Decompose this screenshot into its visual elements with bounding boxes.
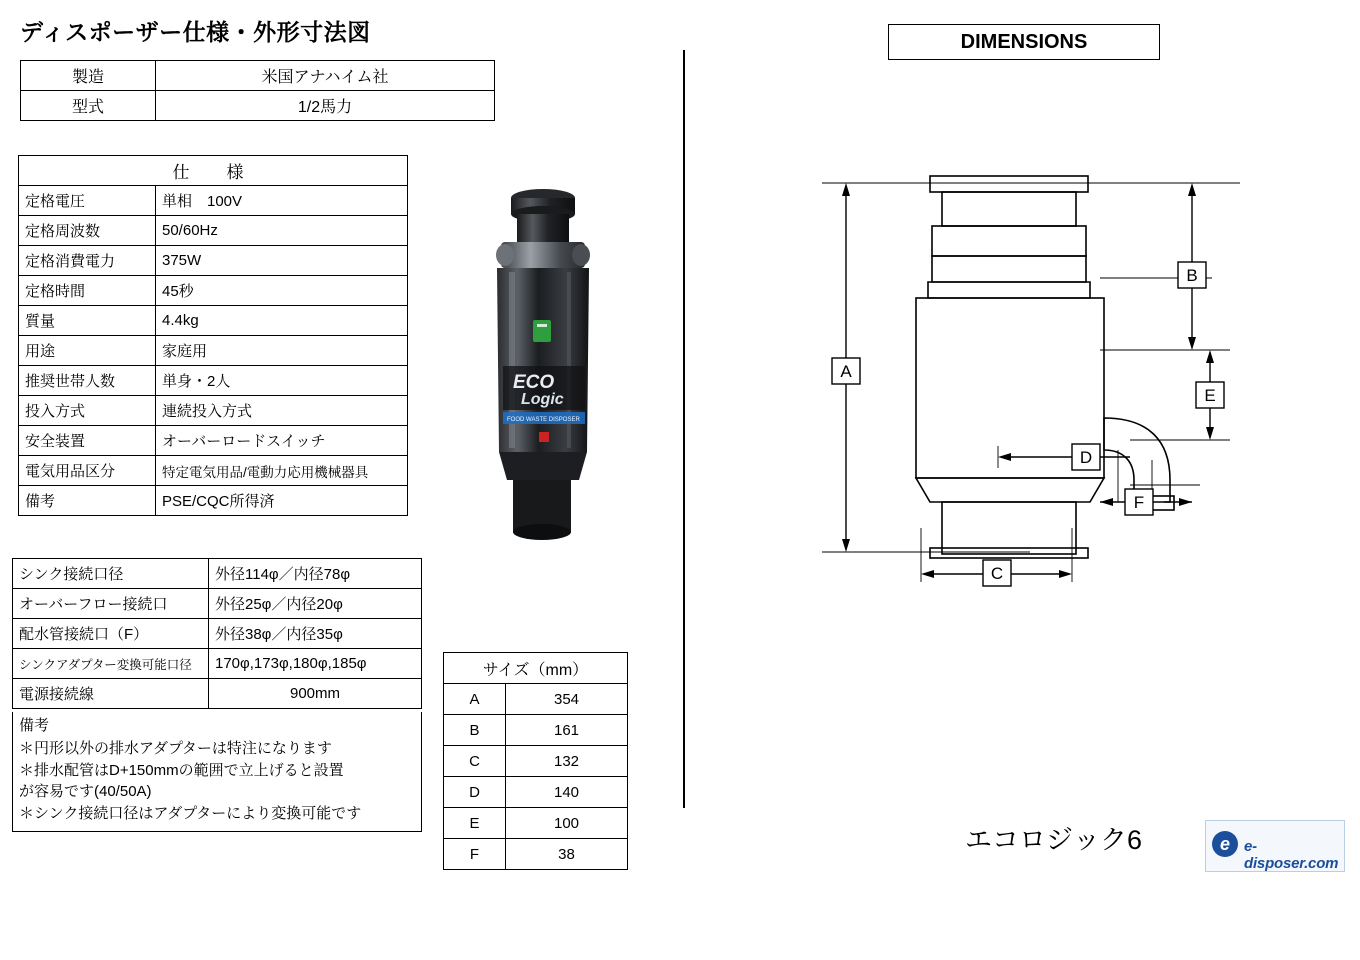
spec-label-7: 投入方式	[19, 396, 156, 426]
table-row	[444, 715, 628, 746]
table-row	[21, 61, 495, 91]
logo-text: e-disposer.com	[1244, 838, 1339, 872]
product-photo	[475, 180, 615, 555]
table-row	[444, 746, 628, 777]
table-row	[19, 276, 408, 306]
spec-value-7: 連続投入方式	[156, 396, 408, 426]
maker-table	[20, 60, 495, 121]
remarks-line-2: が容易です(40/50A)	[19, 783, 152, 801]
spec-table	[18, 155, 408, 516]
port-value-4: 900mm	[209, 679, 422, 709]
table-row	[444, 839, 628, 870]
maker-label-1: 型式	[21, 91, 156, 121]
spec-label-4: 質量	[19, 306, 156, 336]
spec-label-9: 電気用品区分	[19, 456, 156, 486]
spec-label-0: 定格電圧	[19, 186, 156, 216]
table-row	[19, 366, 408, 396]
site-logo[interactable]	[1205, 820, 1345, 872]
dimension-drawing	[800, 150, 1320, 630]
size-table	[443, 652, 628, 870]
port-label-1: オーバーフロー接続口	[13, 589, 209, 619]
spec-label-10: 備考	[19, 486, 156, 516]
table-row	[444, 777, 628, 808]
size-value-2: 132	[506, 746, 628, 777]
table-row	[13, 589, 422, 619]
spec-label-2: 定格消費電力	[19, 246, 156, 276]
spec-value-5: 家庭用	[156, 336, 408, 366]
dim-label-c: C	[990, 564, 1004, 583]
dimensions-header-label: DIMENSIONS	[960, 30, 1088, 53]
spec-label-1: 定格周波数	[19, 216, 156, 246]
spec-value-9: 特定電気用品/電動力応用機械器具	[156, 456, 408, 486]
size-key-4: E	[444, 808, 506, 839]
svg-text:ECO: ECO	[513, 372, 555, 393]
spec-label-3: 定格時間	[19, 276, 156, 306]
table-row	[19, 336, 408, 366]
size-value-4: 100	[506, 808, 628, 839]
size-key-0: A	[444, 684, 506, 715]
size-value-5: 38	[506, 839, 628, 870]
dim-label-a: A	[840, 362, 852, 381]
port-label-4: 電源接続線	[13, 679, 209, 709]
port-label-3: シンクアダプター変換可能口径	[13, 649, 209, 679]
dim-label-b: B	[1186, 266, 1198, 285]
size-key-5: F	[444, 839, 506, 870]
spec-value-1: 50/60Hz	[156, 216, 408, 246]
spec-value-0: 単相 100V	[156, 186, 408, 216]
port-value-3: 170φ,173φ,180φ,185φ	[209, 649, 422, 679]
maker-value-1: 1/2馬力	[156, 91, 495, 121]
size-key-3: D	[444, 777, 506, 808]
table-row	[444, 653, 628, 684]
remarks-title: 備考	[19, 717, 50, 734]
logo-mark-icon: e	[1212, 831, 1238, 857]
spec-value-8: オーバーロードスイッチ	[156, 426, 408, 456]
remarks-box	[12, 712, 422, 832]
size-header: サイズ（mm）	[444, 653, 628, 684]
table-row	[19, 156, 408, 186]
table-row	[19, 426, 408, 456]
size-key-2: C	[444, 746, 506, 777]
dimensions-header	[888, 24, 1160, 60]
table-row	[19, 186, 408, 216]
table-row	[13, 649, 422, 679]
spec-label-6: 推奨世帯人数	[19, 366, 156, 396]
port-value-2: 外径38φ／内径35φ	[209, 619, 422, 649]
table-row	[19, 306, 408, 336]
table-row	[19, 396, 408, 426]
remarks-line-0: ＊円形以外の排水アダプターは特注になります	[19, 739, 332, 757]
size-value-1: 161	[506, 715, 628, 746]
dim-label-f: F	[1133, 493, 1145, 512]
spec-header: 仕 様	[19, 156, 408, 186]
spec-label-5: 用途	[19, 336, 156, 366]
dim-label-d: D	[1079, 448, 1093, 467]
spec-value-4: 4.4kg	[156, 306, 408, 336]
port-label-0: シンク接続口径	[13, 559, 209, 589]
remarks-line-3: ＊シンク接続口径はアダプターにより変換可能です	[19, 805, 362, 822]
port-value-0: 外径114φ／内径78φ	[209, 559, 422, 589]
port-label-2: 配水管接続口（F）	[13, 619, 209, 649]
maker-label-0: 製造	[21, 61, 156, 91]
table-row	[19, 486, 408, 516]
spec-value-10: PSE/CQC所得済	[156, 486, 408, 516]
remarks-line-1: ＊排水配管はD+150mmの範囲で立上げると設置	[19, 761, 344, 779]
spec-value-2: 375W	[156, 246, 408, 276]
size-key-1: B	[444, 715, 506, 746]
page-title: ディスポーザー仕様・外形寸法図	[20, 19, 371, 45]
table-row	[19, 246, 408, 276]
size-value-3: 140	[506, 777, 628, 808]
table-row	[21, 91, 495, 121]
port-table	[12, 558, 422, 709]
spec-value-6: 単身・2人	[156, 366, 408, 396]
svg-text:Logic: Logic	[521, 391, 564, 408]
table-row	[13, 679, 422, 709]
table-row	[19, 456, 408, 486]
size-value-0: 354	[506, 684, 628, 715]
table-row	[444, 808, 628, 839]
spec-label-8: 安全装置	[19, 426, 156, 456]
maker-value-0: 米国アナハイム社	[156, 61, 495, 91]
table-row	[13, 559, 422, 589]
table-row	[13, 619, 422, 649]
vertical-divider	[683, 50, 685, 808]
dim-label-e: E	[1204, 386, 1216, 405]
port-value-1: 外径25φ／内径20φ	[209, 589, 422, 619]
model-name: エコロジック6	[965, 825, 1143, 855]
spec-value-3: 45秒	[156, 276, 408, 306]
svg-text:FOOD WASTE DISPOSER: FOOD WASTE DISPOSER	[507, 417, 580, 423]
table-row	[444, 684, 628, 715]
table-row	[19, 216, 408, 246]
